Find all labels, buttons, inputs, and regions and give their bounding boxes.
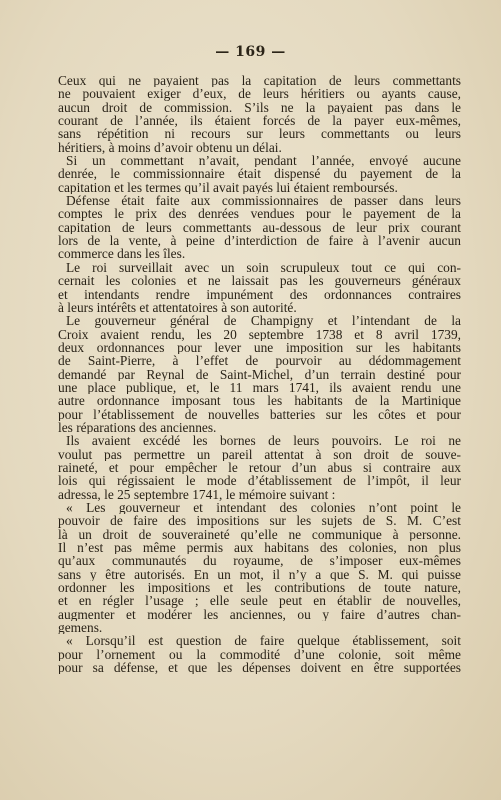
text-line: qu’aux communautés du royaume, de s’imposer eux-mêmes — [58, 554, 461, 568]
text-line: Défense était faite aux commissionnaires de passer dans leurs — [66, 194, 461, 208]
text-line: héritiers, à moins d’avoir obtenu un délai. — [58, 140, 282, 155]
text-line: deux ordonnances pour lever une imposition sur les habitants — [58, 340, 461, 355]
text-line: Il n’est pas même permis aux habitans des colonies, non plus — [58, 541, 461, 555]
text-line: augmenter et modérer les anciennes, ou y faire d’autres chan- — [58, 607, 461, 622]
text-line: pouvoir de faire des impositions sur les sujets de S. M. C’est — [58, 514, 461, 528]
text-line: Croix avaient rendu, les 20 septembre 1738 et 8 avril 1739, — [58, 327, 461, 341]
text-line: là un droit de souveraineté qu’elle ne communique à personne. — [58, 527, 461, 542]
text-line: ordonner les impositions et les contributions de toute nature, — [58, 581, 461, 595]
text-line: adressa, le 25 septembre 1741, le mémoire suivant : — [58, 487, 336, 501]
text-line: demandé par Reynal de Saint-Michel, d’un terrain destiné pour — [58, 367, 461, 381]
text-line: capitation de leurs commettants au-dessous de leur prix courant — [58, 220, 461, 235]
text-line: pour l’établissement de nouvelles batteries sur les côtes et pour — [58, 407, 461, 421]
text-line: Si un commettant n’avait, pendant l’année, envoyé aucune — [66, 154, 461, 168]
text-line: pour l’ornement ou la commodité d’une colonie, soit même — [58, 647, 461, 662]
text-line: une place publique, et, le 11 mars 1741, ils avaient rendu une — [58, 380, 461, 395]
text-line: « Les gouverneur et intendant des colonies n’ont point le — [66, 501, 461, 515]
text-line: Ceux qui ne payaient pas la capitation de leurs commettants — [58, 74, 461, 88]
text-line: gemens. — [58, 621, 103, 635]
text-line: pour sa défense, et que les dépenses doivent en être supportées — [58, 661, 461, 675]
page-number: — 169 — — [215, 44, 286, 60]
text-line: raineté, et pour empêcher le retour d’un abus si contraire aux — [58, 460, 461, 475]
text-line: autre ordonnance imposant tous les habitants de la Martinique — [58, 394, 461, 408]
text-line: Le roi surveillait avec un soin scrupuleux tout ce qui con- — [66, 260, 461, 275]
text-line: « Lorsqu’il est question de faire quelque établissement, soit — [66, 634, 461, 648]
text-line: voulut pas permettre un pareil attentat à son droit de souve- — [58, 447, 461, 461]
text-line: lors de la vente, à peine d’interdiction de faire à l’avenir aucun — [58, 234, 461, 248]
text-line: sans répétition ni recours sur leurs commettants ou leurs — [58, 127, 461, 141]
text-line: capitation et les termes qu’il avait payés lui étaient remboursés. — [58, 180, 398, 195]
text-line: et intendants rendre impunément des ordonnances contraires — [58, 287, 461, 301]
text-line: de Saint-Pierre, à l’effet de pourvoir au dédommagement — [58, 354, 461, 368]
text-line: commerce dans les îles. — [58, 247, 186, 261]
text-line: lois qui régissaient le mode d’établissement de l’impôt, il leur — [58, 474, 461, 488]
text-line: cernait les colonies et ne laissait pas les gouverneurs généraux — [58, 274, 461, 288]
text-line: sans y être autorisés. En un mot, il n’y a que S. M. qui puisse — [58, 567, 461, 582]
body-text — [58, 74, 461, 674]
text-line: Ils avaient excédé les bornes de leurs pouvoirs. Le roi ne — [66, 434, 461, 448]
text-line: aucun droit de commission. S’ils ne la payaient pas dans le — [58, 100, 461, 115]
text-line: et en régler l’usage ; elle seule peut en établir de nouvelles, — [58, 594, 461, 608]
text-line: denrée, le commissionnaire était dispensé du payement de la — [58, 167, 461, 181]
text-line: à leurs intérêts et attentatoires à son autorité. — [58, 300, 297, 315]
text-line: courant de l’année, ils étaient forcés de la payer eux-mêmes, — [58, 114, 461, 128]
text-line: les réparations des anciennes. — [58, 420, 217, 435]
text-line: Le gouverneur général de Champigny et l’intendant de la — [66, 314, 461, 328]
text-line: ne pouvaient exiger d’eux, de leurs héritiers ou ayants cause, — [58, 87, 461, 101]
text-line: comptes le prix des denrées vendues pour le payement de la — [58, 207, 461, 221]
